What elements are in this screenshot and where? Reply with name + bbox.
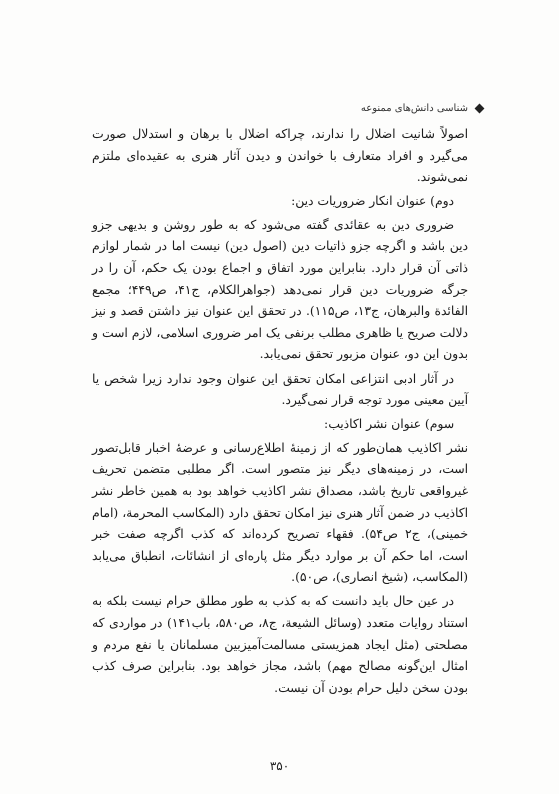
page-number: ۳۵۰ bbox=[269, 759, 290, 773]
paragraph: در آثار ادبی انتزاعی امکان تحقق این عنوان وجود ندارد زیرا شخص یا آیین معینی مورد توجه قرار نمی‌گیرد. bbox=[92, 371, 468, 408]
page-body bbox=[92, 124, 468, 702]
section-heading: دوم) عنوان انکار ضروریات دین: bbox=[291, 194, 454, 209]
section-heading: سوم) عنوان نشر اکاذیب: bbox=[324, 417, 454, 432]
paragraph: در عین حال باید دانست که به کذب به طور مطلق حرام نیست بلکه به استناد روایات متعدد (وسائل الشیعة، ج۸، ص۵۸۰، باب۱۴۱) در مواردی که مصلحتی (مثل ایجاد همزیستی مسالمت‌آمیزبین مسلمانان یا نفع مردم و امثال این‌گونه مصالح مهم) باشد، مجاز خواهد بود. بنابراین صرف کذب بودن سخن دلیل حرام بودن آن نیست. bbox=[92, 594, 469, 695]
running-title: شناسی دانش‌های ممنوعه bbox=[360, 102, 468, 114]
paragraph: نشر اکاذیب همان‌طور که از زمینهٔ اطلاع‌رسانی و عرضهٔ اخبار قابل‌تصور است، در زمینه‌های دیگر نیز متصور است. اگر مطلبی متضمن تحریف غیرواقعی تاریخ باشد، مصداق نشر اکاذیب خواهد بود به همین خاطر نشر اکاذیب در ضمن آثار هنری نیز امکان تحقق دارد (المکاسب المحرمة، (امام خمینی)، ج۲ ص۵۴). فقهاء تصریح کرده‌اند که کذب اگرچه صفت خبر است، اما حکم آن بر موارد دیگر مثل پاره‌ای از انشائات، انطباق می‌یابد (المکاسب، (شیخ انصاری)، ص۵۰). bbox=[92, 440, 468, 585]
running-header bbox=[90, 98, 483, 118]
paragraph: ضروری دین به عقائدی گفته می‌شود که به طور روشن و بدیهی جزو دین باشد و اگرچه جزو ذاتیات دین (اصول دین) نیست اما در شمار لوازم ذاتی آن قرار دارد. بنابراین مورد اتفاق و اجماع بودن یک حکم، آن را در جرگه ضروریات دین قرار نمی‌دهد (جواهرالکلام، ج۴۱، ص۴۴۹؛ مجمع الفائدة والبرهان، ج۱۳، ص۱۱۵). در تحقق این عنوان نیز داشتن قصد و نیز دلالت صریح یا ظاهری مطلب برنفی یک امر ضروری اسلامی، لازم است و بدون این دو، عنوان مزبور تحقق نمی‌یابد. bbox=[92, 217, 469, 362]
paragraph: اصولاً شانیت اضلال را ندارند، چراکه اضلال با برهان و استدلال صورت می‌گیرد و افراد متعارف با خواندن و دیدن آثار هنری به عقیده‌ای ملتزم نمی‌شوند. bbox=[92, 127, 468, 185]
header-ornament-icon bbox=[475, 103, 485, 113]
